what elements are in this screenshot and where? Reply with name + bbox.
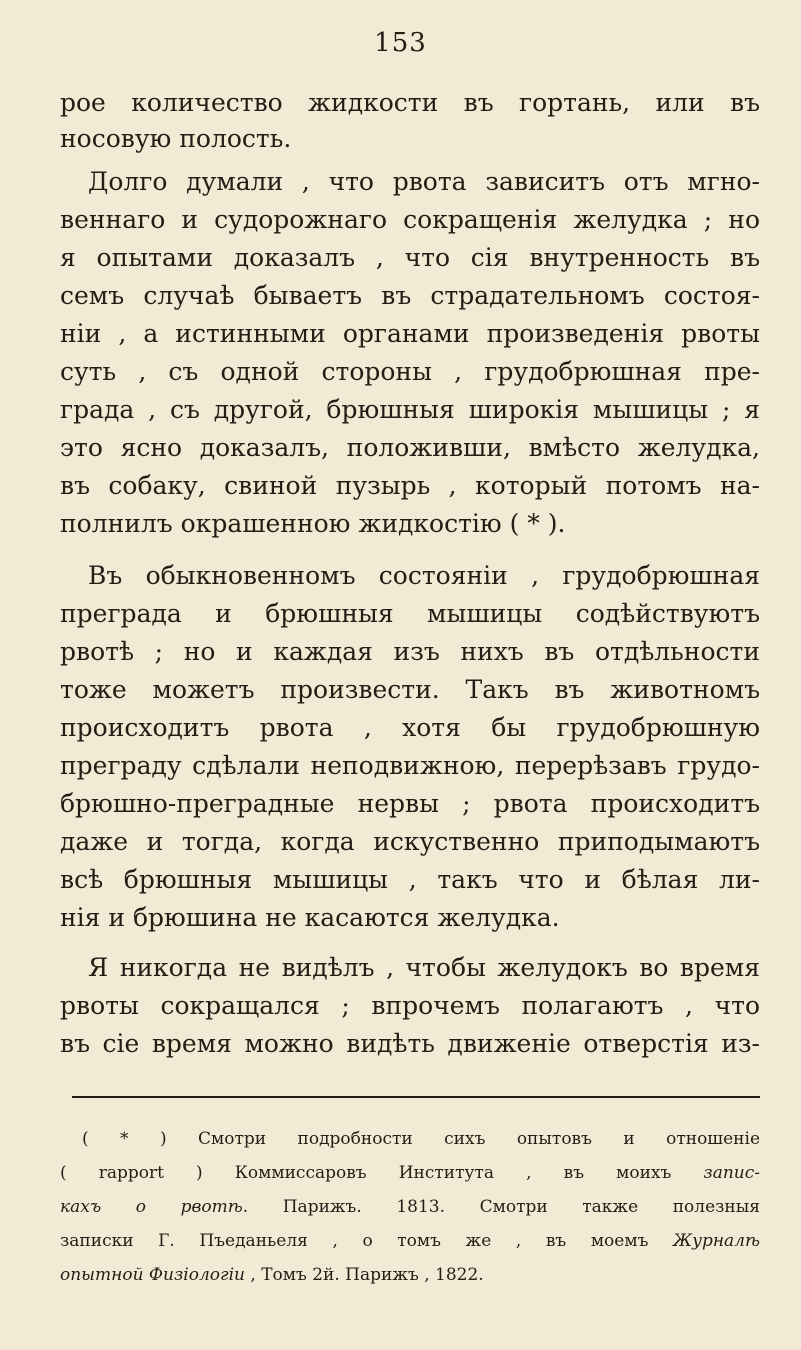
footnote-line	[60, 1165, 760, 1182]
text-line: всѣ брюшныя мышицы , такъ что и бѣлая ли-	[60, 865, 760, 894]
text-line: полнилъ окрашенною жидкостію ( * ).	[60, 509, 566, 538]
text-line: семъ случаѣ бываетъ въ страдательномъ состоя-	[60, 281, 760, 310]
footnote-line	[60, 1199, 760, 1216]
text-line: тоже можетъ произвести. Такъ въ животномъ	[60, 675, 760, 704]
footnote-italic-text: запис-	[703, 1163, 760, 1183]
text-line: веннаго и судорожнаго сокращенія желудка ; но	[60, 205, 760, 234]
footnote-text: ( rapport ) Коммиссаровъ Института , въ моихъ	[60, 1163, 672, 1183]
footnote-line: ( * ) Смотри подробности сихъ опытовъ и отношеніе	[82, 1129, 760, 1149]
footnote-italic-text: Журналѣ	[672, 1231, 760, 1251]
page-number: 153	[374, 28, 427, 58]
text-line: рвоты сокращался ; впрочемъ полагаютъ , что	[60, 991, 760, 1020]
text-line: въ собаку, свиной пузырь , который потомъ на-	[60, 471, 760, 500]
text-line: носовую полость.	[60, 124, 292, 153]
text-line: Долго думали , что рвота зависитъ отъ мгно-	[88, 167, 760, 196]
text-line: Я никогда не видѣлъ , чтобы желудокъ во время	[88, 953, 760, 982]
text-line: въ сіе время можно видѣть движеніе отверстія из-	[60, 1029, 760, 1058]
footnote-italic-text: опытной Физіологіи	[60, 1265, 245, 1285]
text-line: брюшно-преградные нервы ; рвота происходитъ	[60, 789, 760, 818]
text-line: я опытами доказалъ , что сія внутренность въ	[60, 243, 760, 272]
footnote-line	[60, 1233, 760, 1250]
footnote-text: записки Г. Пъеданьеля , о томъ же , въ моемъ	[60, 1231, 649, 1251]
text-line: преграду сдѣлали неподвижною, перерѣзавъ грудо-	[60, 751, 760, 780]
text-line: нія и брюшина не касаются желудка.	[60, 903, 560, 932]
text-line: преграда и брюшныя мышицы содѣйствуютъ	[60, 599, 760, 628]
text-line: рое количество жидкости въ гортань, или въ	[60, 88, 760, 117]
text-line: происходитъ рвота , хотя бы грудобрюшную	[60, 713, 760, 742]
text-line: Въ обыкновенномъ состояніи , грудобрюшная	[88, 561, 760, 590]
text-line: суть , съ одной стороны , грудобрюшная пре-	[60, 357, 760, 386]
footnote-text: , Томъ 2й. Парижъ , 1822.	[244, 1265, 484, 1285]
footnote-text: . Парижъ. 1813. Смотри также полезныя	[242, 1197, 760, 1217]
text-line: града , съ другой, брюшныя широкія мышицы ; я	[60, 395, 760, 424]
text-line: даже и тогда, когда искуственно приподымаютъ	[60, 827, 760, 856]
footnote-divider	[72, 1096, 760, 1098]
text-line: это ясно доказалъ, положивши, вмѣсто желудка,	[60, 433, 760, 462]
text-line: рвотѣ ; но и каждая изъ нихъ въ отдѣльности	[60, 637, 760, 666]
footnote-line	[60, 1267, 760, 1284]
footnote-italic-text: кахъ о рвотѣ	[60, 1197, 243, 1217]
text-line: ніи , а истинными органами произведенія рвоты	[60, 319, 760, 348]
